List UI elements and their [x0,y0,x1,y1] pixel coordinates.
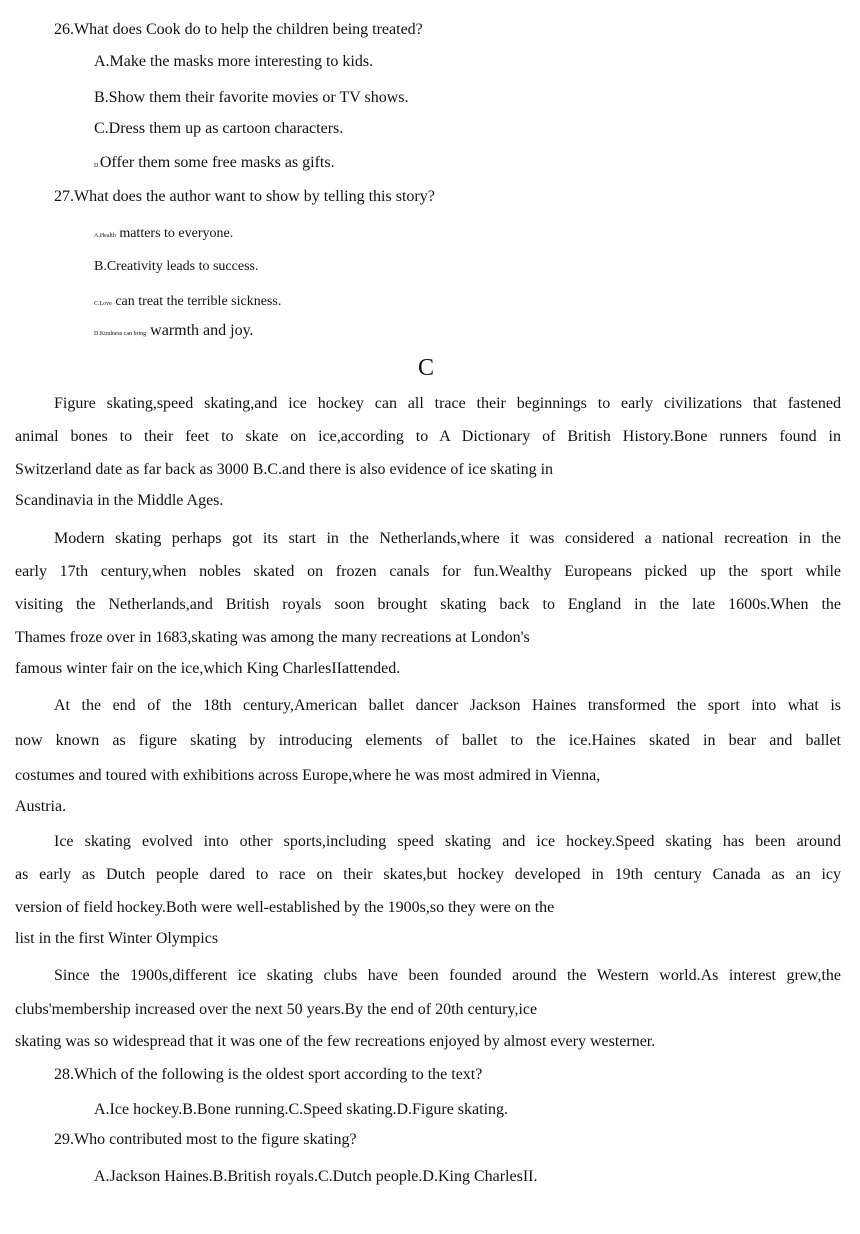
question-27-option-a [94,224,233,246]
question-27-stem: 27.What does the author want to show by telling this story? [54,188,435,205]
option-d-prefix: D.Kindness can bring [94,331,147,337]
question-27-option-b: B.Creativity leads to success. [94,259,259,274]
passage-line: Since the 1900s,different ice skating clubs have been founded around the Western world.As interest grew,the [54,967,841,984]
passage-line: as early as Dutch people dared to race on their skates,but hockey developed in 19th century Canada as an icy [15,866,841,883]
option-d-prefix: D. [94,163,100,169]
passage-line: visiting the Netherlands,and British royals soon brought skating back to England in the late 1600s.When the [15,596,841,613]
question-29-stem: 29.Who contributed most to the figure skating? [54,1131,357,1148]
passage-line: Modern skating perhaps got its start in the Netherlands,where it was considered a national recreation in the [54,530,841,547]
question-26-option-a: A.Make the masks more interesting to kids. [94,53,374,70]
option-a-text: matters to everyone. [115,226,234,241]
option-d-text: Offer them some free masks as gifts. [99,154,335,171]
passage-line: costumes and toured with exhibitions across Europe,where he was most admired in Vienna, [15,767,601,784]
passage-line: now known as figure skating by introducing elements of ballet to the ice.Haines skated in bear and ballet [15,732,841,749]
question-26-stem: 26.What does Cook do to help the children being treated? [54,21,423,38]
question-27-option-d [94,321,254,344]
question-28-options: A.Ice hockey.B.Bone running.C.Speed skating.D.Figure skating. [94,1101,509,1118]
passage-line: list in the first Winter Olympics [15,930,219,947]
option-d-text: warmth and joy. [146,322,254,339]
passage-line: Ice skating evolved into other sports,including speed skating and ice hockey.Speed skating has been around [54,833,841,850]
question-27-option-c [94,292,281,314]
option-c-prefix: C.Love [94,301,112,307]
passage-line: At the end of the 18th century,American ballet dancer Jackson Haines transformed the sport into what is [54,697,841,714]
question-26-option-b: B.Show them their favorite movies or TV shows. [94,89,409,106]
passage-line: early 17th century,when nobles skated on frozen canals for fun.Wealthy Europeans picked up the sport while [15,563,841,580]
passage-line: Austria. [15,798,67,815]
question-26-option-d [94,153,335,176]
passage-line: version of field hockey.Both were well-established by the 1900s,so they were on the [15,899,555,916]
question-26-option-c: C.Dress them up as cartoon characters. [94,120,344,137]
passage-line: skating was so widespread that it was one of the few recreations enjoyed by almost every westerner. [15,1033,656,1050]
passage-line: famous winter fair on the ice,which King CharlesIIattended. [15,660,401,677]
question-29-options: A.Jackson Haines.B.British royals.C.Dutch people.D.King CharlesII. [94,1168,538,1185]
passage-line: Figure skating,speed skating,and ice hockey can all trace their beginnings to early civilizations that fastened [54,395,841,412]
option-a-prefix: A.Health [94,233,116,239]
question-28-stem: 28.Which of the following is the oldest sport according to the text? [54,1066,483,1083]
passage-line: Thames froze over in 1683,skating was among the many recreations at London's [15,629,530,646]
passage-line: Scandinavia in the Middle Ages. [15,492,224,509]
passage-line: animal bones to their feet to skate on ice,according to A Dictionary of British History.Bone runners found in [15,428,841,445]
option-c-text: can treat the terrible sickness. [111,294,282,309]
section-heading: C [417,355,434,381]
passage-line: clubs'membership increased over the next 50 years.By the end of 20th century,ice [15,1001,538,1018]
passage-line: Switzerland date as far back as 3000 B.C.and there is also evidence of ice skating in [15,461,554,478]
